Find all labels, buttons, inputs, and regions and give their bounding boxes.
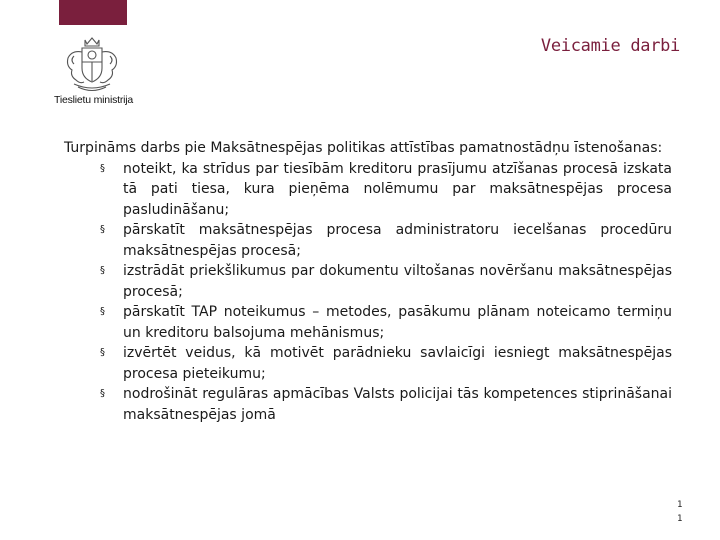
list-item <box>64 343 672 384</box>
list-item-text: nodrošināt regulāras apmācības Valsts policijai tās kompetences stiprināšanai maksātnespējas jomā <box>123 386 672 423</box>
top-accent-bar <box>59 0 127 25</box>
list-item <box>64 159 672 221</box>
bullet-icon: § <box>100 347 105 358</box>
intro-text: Turpināms darbs pie Maksātnespējas politikas attīstības pamatnostādņu īstenošanas: <box>64 140 663 156</box>
page-number: 11 <box>677 500 683 524</box>
list-item-text: noteikt, ka strīdus par tiesībām kreditoru prasījumu atzīšanas procesā izskata tā pati tiesa, kura pieņēma nolēmumu par maksātnespējas procesa pasludināšanu; <box>123 160 672 218</box>
bullet-icon: § <box>100 388 105 399</box>
list-item-text: pārskatīt maksātnespējas procesa administratoru iecelšanas procedūru maksātnespējas procesā; <box>123 222 672 259</box>
list-item-text: pārskatīt TAP noteikumus – metodes, pasākumu plānam noteicamo termiņu un kreditoru balsojuma mehānismus; <box>123 304 672 341</box>
list-item <box>64 261 672 302</box>
bullet-icon: § <box>100 306 105 317</box>
list-item <box>64 220 672 261</box>
ministry-name: Tieslietu ministrija <box>54 94 134 106</box>
task-list <box>64 159 672 426</box>
slide-title: Veicamie darbi <box>540 36 680 56</box>
list-item-text: izvērtēt veidus, kā motivēt parādnieku savlaicīgi iesniegt maksātnespējas procesa pieteikumu; <box>123 345 672 382</box>
bullet-icon: § <box>100 265 105 276</box>
list-item <box>64 302 672 343</box>
bullet-icon: § <box>100 224 105 235</box>
list-item <box>64 384 672 425</box>
bullet-icon: § <box>100 162 105 174</box>
list-item-text: izstrādāt priekšlikumus par dokumentu viltošanas novēršanu maksātnespējas procesā; <box>123 263 672 300</box>
slide-content <box>64 138 672 425</box>
latvia-coat-of-arms-icon <box>52 34 132 94</box>
